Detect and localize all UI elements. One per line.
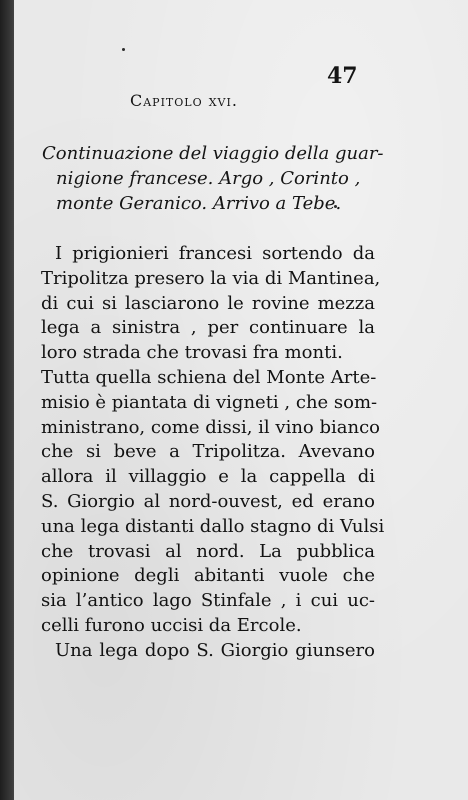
text-line: I prigionieri francesi sortendo da [55, 243, 375, 264]
text-line: di cui si lasciarono le rovine mezza [41, 292, 375, 314]
text-line: misio è piantata di vigneti , che som- [41, 391, 378, 413]
text-line: ministrano, come dissi, il vino bianco [41, 416, 381, 438]
text-line: celli furono uccisi da Ercole. [41, 614, 302, 636]
text-line: Tutta quella schiena del Monte Arte- [41, 366, 377, 388]
text-line: sia l’antico lago Stinfale , i cui uc- [41, 590, 375, 612]
summary-line: nigione francese. Argo , Corinto , [56, 168, 361, 189]
text-line: Una lega dopo S. Giorgio giunsero [55, 639, 375, 661]
ink-speck [122, 48, 125, 51]
chapter-heading: Capitolo xvi. [130, 91, 238, 110]
book-page [14, 0, 468, 800]
text-line: S. Giorgio al nord-ouvest, ed erano [41, 490, 375, 512]
summary-line: Continuazione del viaggio della guar- [42, 143, 384, 164]
text-line: opinione degli abitanti vuole che [41, 565, 375, 587]
text-line: una lega distanti dallo stagno di Vulsi [41, 515, 385, 537]
text-line: che trovasi al nord. La pubblica [41, 540, 375, 562]
page-number: 47 [327, 63, 358, 89]
text-line: che si beve a Tripolitza. Avevano [41, 441, 375, 463]
summary-line: monte Geranico. Arrivo a Tebe. [56, 193, 342, 214]
text-line: allora il villaggio e la cappella di [41, 466, 375, 488]
chapter-summary [42, 141, 384, 216]
text-line: loro strada che trovasi fra monti. [41, 342, 343, 364]
text-line: Tripolitza presero la via di Mantinea, [41, 267, 381, 289]
body-text [41, 242, 385, 664]
text-line: lega a sinistra , per continuare la [41, 317, 375, 339]
